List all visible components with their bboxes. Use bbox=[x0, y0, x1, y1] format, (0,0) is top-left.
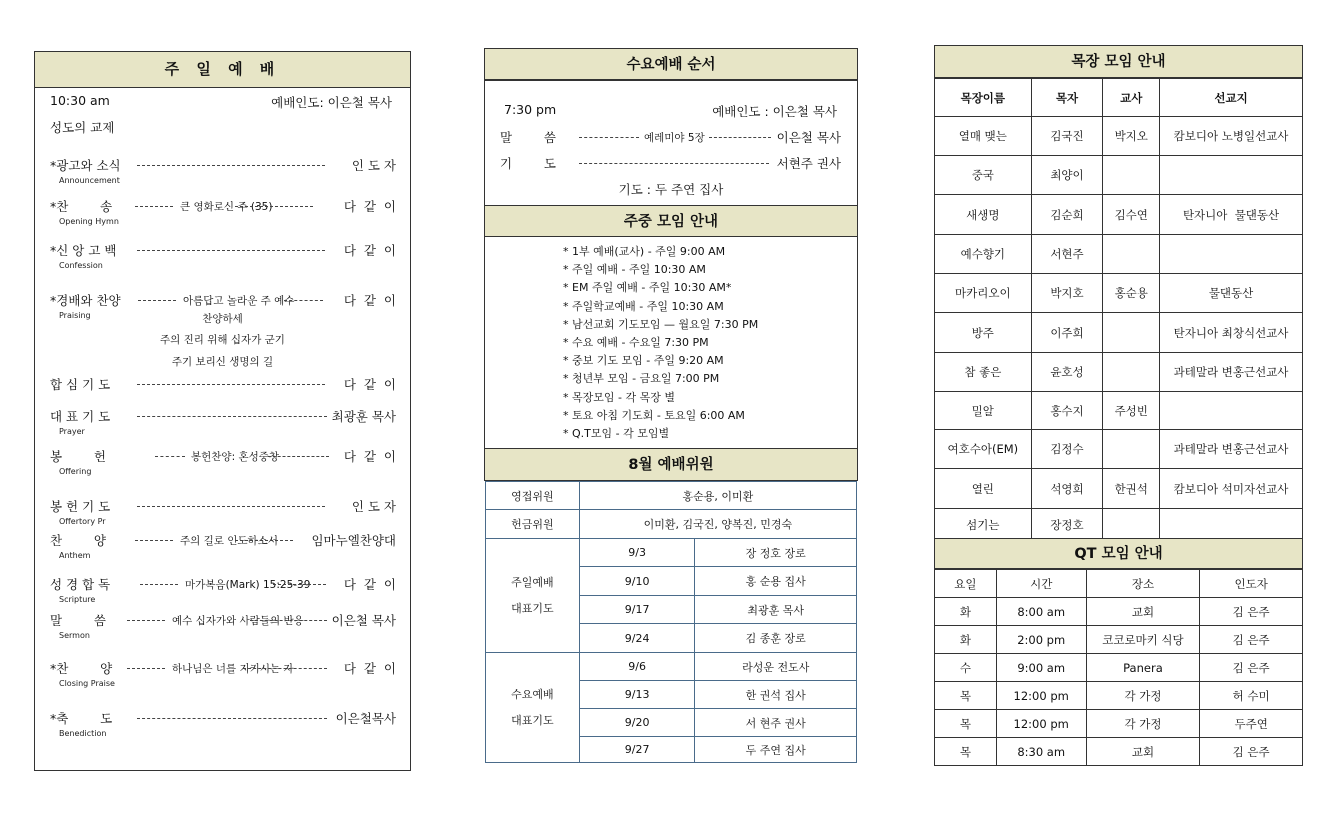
qt-cell: 허 수미 bbox=[1200, 682, 1303, 710]
order-item-leader: 임마누엘찬양대 bbox=[311, 533, 396, 548]
order-item-english: Praising bbox=[59, 311, 91, 320]
bullet-icon: * bbox=[563, 336, 572, 349]
wed-prayer-date: 9/13 bbox=[579, 681, 695, 709]
middle-panel bbox=[484, 48, 858, 762]
sunday-prayer-date: 9/3 bbox=[579, 539, 695, 567]
mokjang-cell bbox=[1160, 392, 1303, 430]
order-item-english: Offering bbox=[59, 467, 92, 476]
order-item-name: *신 앙 고 백 bbox=[50, 243, 117, 258]
order-item-name: *축 도 bbox=[50, 711, 113, 726]
order-item-english: Prayer bbox=[59, 427, 85, 436]
mokjang-cell: 박지오 bbox=[1103, 117, 1160, 156]
bullet-icon: * bbox=[563, 281, 572, 295]
order-item-name: 봉 헌 bbox=[50, 449, 106, 464]
mokjang-header: 선교지 bbox=[1160, 79, 1303, 117]
mokjang-cell: 물댄동산 bbox=[1160, 274, 1303, 313]
sunday-worship-panel bbox=[34, 51, 411, 771]
august-title: 8월 예배위원 bbox=[484, 448, 858, 481]
order-item-detail: 봉헌찬양: 혼성중창 bbox=[191, 451, 280, 463]
mokjang-cell: 김국진 bbox=[1031, 117, 1103, 156]
order-item-name: 찬 양 bbox=[50, 533, 106, 548]
qt-header: 요일 bbox=[935, 570, 997, 598]
weekly-item: * 주일 예배 - 주일 10:30 AM bbox=[563, 263, 706, 277]
qt-cell: Panera bbox=[1086, 654, 1200, 682]
table-row bbox=[935, 469, 1303, 509]
weekly-title: 주중 모임 안내 bbox=[484, 205, 858, 237]
order-item-leader: 다 같 이 bbox=[343, 293, 396, 308]
mokjang-cell: 과테말라 변홍근선교사 bbox=[1160, 353, 1303, 392]
wednesday-prayer-note: 기도 : 두 주연 집사 bbox=[618, 182, 724, 197]
wednesday-title: 수요예배 순서 bbox=[484, 48, 858, 81]
wednesday-sermon-text: 예레미야 5장 bbox=[644, 132, 705, 144]
table-row bbox=[935, 392, 1303, 430]
mokjang-cell: 참 좋은 bbox=[935, 353, 1032, 392]
mokjang-cell: 장정호 bbox=[1031, 509, 1103, 541]
order-item-detail: 마가복음(Mark) 15:25-39 bbox=[185, 579, 311, 591]
mokjang-cell: 한권석 bbox=[1103, 469, 1160, 509]
bullet-icon: * bbox=[563, 354, 572, 368]
mokjang-cell: 석영희 bbox=[1031, 469, 1103, 509]
order-item-leader: 다 같 이 bbox=[343, 661, 396, 676]
order-item-english: Anthem bbox=[59, 551, 91, 560]
qt-header: 장소 bbox=[1086, 570, 1200, 598]
mokjang-cell bbox=[1103, 313, 1160, 353]
order-item-leader: 이은철 목사 bbox=[331, 613, 396, 628]
table-row bbox=[935, 509, 1303, 541]
weekly-item: * 주일학교예배 - 주일 10:30 AM bbox=[563, 299, 724, 313]
qt-cell: 김 은주 bbox=[1200, 654, 1303, 682]
mokjang-cell: 주성빈 bbox=[1103, 392, 1160, 430]
mokjang-cell bbox=[1160, 156, 1303, 195]
mokjang-cell: 열린 bbox=[935, 469, 1032, 509]
mokjang-cell: 여호수아(EM) bbox=[935, 430, 1032, 469]
order-item-english: Closing Praise bbox=[59, 679, 115, 688]
order-item-english: Sermon bbox=[59, 631, 90, 640]
bullet-icon: * bbox=[563, 427, 572, 440]
mokjang-cell bbox=[1160, 509, 1303, 541]
order-item-leader: 다 같 이 bbox=[343, 577, 396, 592]
weekly-item: * 목장모임 - 각 목장 별 bbox=[563, 390, 675, 404]
qt-cell: 수 bbox=[935, 654, 997, 682]
mokjang-cell: 이주희 bbox=[1031, 313, 1103, 353]
qt-cell: 코코로마키 식당 bbox=[1086, 626, 1200, 654]
qt-cell: 8:30 am bbox=[996, 738, 1086, 766]
qt-cell: 화 bbox=[935, 626, 997, 654]
table-row bbox=[935, 598, 1303, 626]
order-item-english: Scripture bbox=[59, 595, 96, 604]
wed-prayer-label: 수요예배 대표기도 bbox=[486, 653, 580, 763]
table-row bbox=[935, 710, 1303, 738]
table-row bbox=[935, 738, 1303, 766]
praise-song-line: 주의 진리 위해 십자가 군기 bbox=[160, 334, 285, 346]
mokjang-cell: 서현주 bbox=[1031, 235, 1103, 274]
qt-cell: 교회 bbox=[1086, 598, 1200, 626]
sunday-leader: 예배인도: 이은철 목사 bbox=[271, 95, 392, 110]
order-item-english: Offertory Pr bbox=[59, 517, 106, 526]
mokjang-cell: 최양이 bbox=[1031, 156, 1103, 195]
sunday-time: 10:30 am bbox=[50, 93, 110, 108]
wed-prayer-name: 한 권석 집사 bbox=[695, 681, 857, 709]
mokjang-cell bbox=[1160, 235, 1303, 274]
mokjang-cell: 탄자니아 최창식선교사 bbox=[1160, 313, 1303, 353]
mokjang-cell: 박지호 bbox=[1031, 274, 1103, 313]
order-item-leader: 다 같 이 bbox=[343, 449, 396, 464]
mokjang-cell bbox=[1103, 430, 1160, 469]
bullet-icon: * bbox=[563, 390, 572, 404]
mokjang-cell: 예수향기 bbox=[935, 235, 1032, 274]
praise-song-line: 찬양하세 bbox=[202, 313, 243, 325]
mokjang-cell: 홍수지 bbox=[1031, 392, 1103, 430]
table-row bbox=[935, 682, 1303, 710]
greeting-label: 영접위원 bbox=[486, 482, 580, 510]
order-item-leader: 다 같 이 bbox=[343, 377, 396, 392]
weekly-item: * Q.T모임 - 각 모임별 bbox=[563, 427, 670, 440]
qt-cell: 목 bbox=[935, 710, 997, 738]
wed-prayer-date: 9/6 bbox=[579, 653, 695, 681]
table-row bbox=[935, 117, 1303, 156]
order-item-detail: 주의 길로 인도하소서 bbox=[180, 535, 278, 547]
table-row bbox=[935, 654, 1303, 682]
wed-prayer-name: 라성운 전도사 bbox=[695, 653, 857, 681]
mokjang-table bbox=[934, 78, 1303, 541]
mokjang-cell bbox=[1103, 156, 1160, 195]
qt-cell: 김 은주 bbox=[1200, 738, 1303, 766]
mokjang-cell: 탄자니아 물댄동산 bbox=[1160, 195, 1303, 235]
bullet-icon: * bbox=[563, 245, 572, 258]
mokjang-cell: 홍순용 bbox=[1103, 274, 1160, 313]
qt-cell: 12:00 pm bbox=[996, 710, 1086, 738]
mokjang-cell: 김수연 bbox=[1103, 195, 1160, 235]
order-item-leader: 이은철목사 bbox=[335, 711, 396, 726]
qt-cell: 교회 bbox=[1086, 738, 1200, 766]
mokjang-cell: 과테말라 변홍근선교사 bbox=[1160, 430, 1303, 469]
qt-cell: 목 bbox=[935, 682, 997, 710]
wednesday-order bbox=[484, 81, 858, 205]
qt-title: QT 모임 안내 bbox=[934, 538, 1303, 569]
table-row bbox=[935, 195, 1303, 235]
order-item-leader: 인 도 자 bbox=[351, 499, 396, 514]
mokjang-header: 목자 bbox=[1031, 79, 1103, 117]
table-row bbox=[935, 430, 1303, 469]
sunday-prayer-name: 최광훈 목사 bbox=[695, 596, 857, 624]
august-committee-table bbox=[485, 481, 857, 763]
wednesday-sermon-by: 이은철 목사 bbox=[776, 130, 841, 145]
mokjang-cell: 캄보디아 노병일선교사 bbox=[1160, 117, 1303, 156]
qt-cell: 김 은주 bbox=[1200, 626, 1303, 654]
right-panel bbox=[934, 45, 1303, 765]
mokjang-cell: 새생명 bbox=[935, 195, 1032, 235]
offering-names: 이미환, 김국진, 양복진, 민경숙 bbox=[579, 510, 856, 539]
qt-cell: 9:00 am bbox=[996, 654, 1086, 682]
order-item-detail: 아름답고 놀라운 주 예수 bbox=[183, 295, 295, 307]
weekly-item: * 토요 아침 기도회 - 토요일 6:00 AM bbox=[563, 408, 745, 422]
order-item-name: *경배와 찬양 bbox=[50, 293, 121, 308]
sunday-title: 주 일 예 배 bbox=[35, 52, 410, 88]
wednesday-prayer-by: 서현주 권사 bbox=[776, 156, 841, 171]
order-item-english: Confession bbox=[59, 261, 103, 270]
wednesday-leader: 예배인도 : 이은철 목사 bbox=[712, 104, 837, 119]
sunday-prayer-name: 김 종훈 장로 bbox=[695, 624, 857, 653]
weekly-item: * EM 주일 예배 - 주일 10:30 AM* bbox=[563, 281, 732, 295]
mokjang-cell bbox=[1103, 353, 1160, 392]
table-row bbox=[935, 156, 1303, 195]
order-item-leader: 인 도 자 bbox=[351, 158, 396, 173]
sunday-prayer-label: 주일예배 대표기도 bbox=[486, 539, 580, 653]
sunday-prayer-date: 9/10 bbox=[579, 567, 695, 596]
mokjang-cell: 방주 bbox=[935, 313, 1032, 353]
weekly-item: * 청년부 모임 - 금요일 7:00 PM bbox=[563, 372, 720, 386]
wed-prayer-name: 서 현주 권사 bbox=[695, 709, 857, 737]
table-row bbox=[935, 626, 1303, 654]
sunday-prayer-date: 9/24 bbox=[579, 624, 695, 653]
table-row bbox=[935, 274, 1303, 313]
mokjang-title: 목장 모임 안내 bbox=[934, 45, 1303, 78]
mokjang-cell: 밀알 bbox=[935, 392, 1032, 430]
weekly-list bbox=[484, 237, 858, 448]
qt-header: 시간 bbox=[996, 570, 1086, 598]
order-item-name: 봉 헌 기 도 bbox=[50, 499, 111, 514]
order-item-leader: 최광훈 목사 bbox=[331, 409, 396, 424]
qt-header: 인도자 bbox=[1200, 570, 1303, 598]
sunday-prayer-name: 홍 순용 집사 bbox=[695, 567, 857, 596]
mokjang-cell: 중국 bbox=[935, 156, 1032, 195]
qt-cell: 2:00 pm bbox=[996, 626, 1086, 654]
greeting-names: 홍순용, 이미환 bbox=[579, 482, 856, 510]
order-item-english: Announcement bbox=[59, 176, 120, 185]
order-item-detail: 하나님은 너를 지키시는 자 bbox=[172, 663, 294, 675]
praise-song-line: 주기 보리신 생명의 길 bbox=[171, 356, 274, 368]
order-item-detail: 큰 영화로신 주 (35) bbox=[180, 201, 273, 213]
sunday-prayer-name: 장 정호 장로 bbox=[695, 539, 857, 567]
weekly-item: * 남선교회 기도모임 — 월요일 7:30 PM bbox=[563, 317, 759, 331]
fellowship: 성도의 교제 bbox=[50, 120, 115, 135]
weekly-item: * 1부 예배(교사) - 주일 9:00 AM bbox=[563, 245, 726, 258]
mokjang-header: 목장이름 bbox=[935, 79, 1032, 117]
order-item-name: 성 경 합 독 bbox=[50, 577, 111, 592]
qt-cell: 두주연 bbox=[1200, 710, 1303, 738]
qt-table bbox=[934, 569, 1303, 766]
mokjang-cell bbox=[1103, 235, 1160, 274]
wed-prayer-date: 9/27 bbox=[579, 737, 695, 763]
weekly-item: * 중보 기도 모임 - 주일 9:20 AM bbox=[563, 354, 724, 368]
table-row bbox=[935, 353, 1303, 392]
qt-cell: 각 가정 bbox=[1086, 710, 1200, 738]
order-item-detail: 예수 십자가와 사람들의 반응 bbox=[172, 615, 304, 627]
bullet-icon: * bbox=[563, 263, 572, 277]
qt-cell: 8:00 am bbox=[996, 598, 1086, 626]
mokjang-cell: 김정수 bbox=[1031, 430, 1103, 469]
wednesday-prayer-label: 기 도 bbox=[500, 156, 556, 171]
bullet-icon: * bbox=[563, 317, 572, 331]
mokjang-cell: 열매 맺는 bbox=[935, 117, 1032, 156]
qt-cell: 각 가정 bbox=[1086, 682, 1200, 710]
order-item-name: *찬 양 bbox=[50, 661, 113, 676]
mokjang-cell bbox=[1103, 509, 1160, 541]
order-item-name: 대 표 기 도 bbox=[50, 409, 111, 424]
order-item-leader: 다 같 이 bbox=[343, 243, 396, 258]
mokjang-header: 교사 bbox=[1103, 79, 1160, 117]
wednesday-sermon-label: 말 씀 bbox=[500, 130, 556, 145]
order-item-name: *찬 송 bbox=[50, 199, 113, 214]
qt-cell: 12:00 pm bbox=[996, 682, 1086, 710]
order-item-english: Benediction bbox=[59, 729, 107, 738]
table-row bbox=[935, 313, 1303, 353]
bullet-icon: * bbox=[563, 372, 572, 386]
weekly-item: * 수요 예배 - 수요일 7:30 PM bbox=[563, 336, 709, 349]
wed-prayer-name: 두 주연 집사 bbox=[695, 737, 857, 763]
bullet-icon: * bbox=[563, 299, 572, 313]
wednesday-time: 7:30 pm bbox=[504, 102, 557, 117]
table-row bbox=[935, 235, 1303, 274]
offering-label: 헌금위원 bbox=[486, 510, 580, 539]
order-item-name: *광고와 소식 bbox=[50, 158, 121, 173]
qt-cell: 김 은주 bbox=[1200, 598, 1303, 626]
mokjang-cell: 김순희 bbox=[1031, 195, 1103, 235]
bullet-icon: * bbox=[563, 408, 572, 422]
mokjang-cell: 캄보디아 석미자선교사 bbox=[1160, 469, 1303, 509]
order-item-english: Opening Hymn bbox=[59, 217, 119, 226]
order-item-name: 말 씀 bbox=[50, 613, 106, 628]
mokjang-cell: 윤호성 bbox=[1031, 353, 1103, 392]
mokjang-cell: 마카리오이 bbox=[935, 274, 1032, 313]
wed-prayer-date: 9/20 bbox=[579, 709, 695, 737]
qt-cell: 화 bbox=[935, 598, 997, 626]
order-item-name: 합 심 기 도 bbox=[50, 377, 111, 392]
order-item-leader: 다 같 이 bbox=[343, 199, 396, 214]
sunday-prayer-date: 9/17 bbox=[579, 596, 695, 624]
qt-cell: 목 bbox=[935, 738, 997, 766]
mokjang-cell: 섬기는 bbox=[935, 509, 1032, 541]
